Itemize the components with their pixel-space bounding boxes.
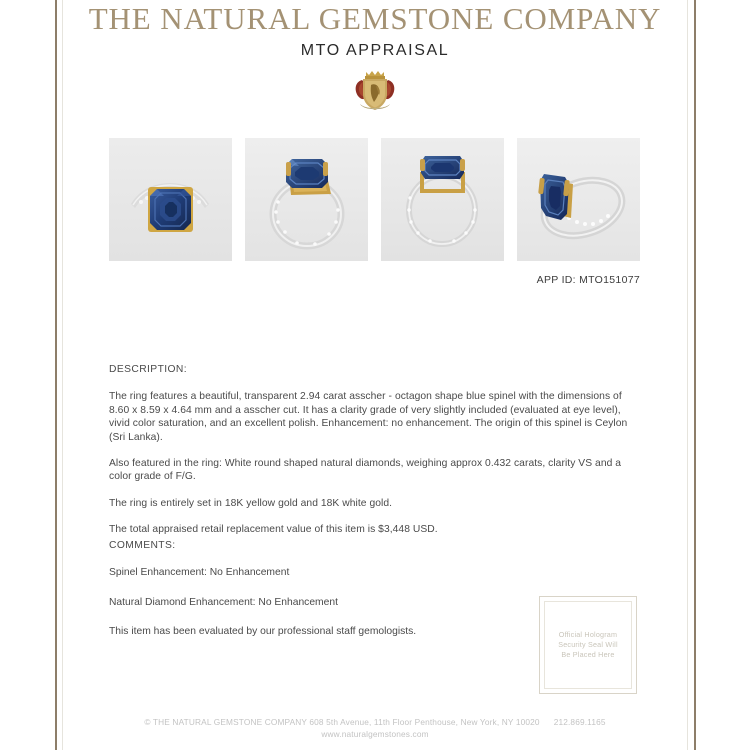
footer-address-row	[70, 716, 680, 728]
footer-website: www.naturalgemstones.com	[321, 729, 429, 739]
description-paragraph-2: Also featured in the ring: White round shaped natural diamonds, weighing approx 0.432 carats, clarity VS and a color grade of F/G.	[109, 458, 622, 483]
page-border-left-gold	[55, 0, 57, 750]
footer-phone: 212.869.1165	[553, 717, 606, 727]
page-border-right-gold	[694, 0, 696, 750]
hologram-seal-inner-border	[544, 601, 632, 689]
product-photo-strip	[109, 138, 640, 261]
comment-line-2: Natural Diamond Enhancement: No Enhancement	[109, 596, 338, 608]
description-paragraph-3: The ring is entirely set in 18K yellow gold and 18K white gold.	[109, 497, 393, 509]
page-footer	[70, 716, 680, 740]
document-title: MTO APPRAISAL	[300, 42, 450, 59]
description-paragraph-1: The ring features a beautiful, transparent 2.94 carat asscher - octagon shape blue spinel with the dimensions of 8.60 x 8.59 x 4.64 mm and a asscher cut. It has a clarity grade of very slightly included (evaluated at eye level), vivid color saturation, and an excellent polish. Enhancement: no enhancement. The origin of this spinel is Ceylon (Sri Lanka).	[109, 391, 628, 443]
company-name: THE NATURAL GEMSTONE COMPANY	[88, 1, 662, 36]
ring-front-view-icon	[381, 138, 504, 261]
hologram-seal-line-1: Official Hologram	[558, 630, 618, 639]
ring-angled-view-icon	[245, 138, 368, 261]
comment-line-3: This item has been evaluated by our professional staff gemologists.	[109, 626, 417, 638]
app-id-label: APP ID: MTO151077	[536, 274, 640, 286]
masthead	[70, 2, 680, 60]
comment-line-1: Spinel Enhancement: No Enhancement	[109, 567, 290, 579]
hologram-seal-line-3: Be Placed Here	[561, 650, 615, 659]
hologram-seal-placeholder	[539, 596, 637, 694]
page-border-right-faint	[687, 0, 688, 750]
heraldic-crest-icon	[352, 66, 398, 114]
comments-section	[109, 539, 579, 639]
ring-top-view-icon	[109, 138, 232, 261]
description-paragraph-4: The total appraised retail replacement value of this item is $3,448 USD.	[109, 524, 438, 536]
description-section	[109, 363, 641, 550]
ring-side-view-icon	[517, 138, 640, 261]
hologram-seal-line-2: Security Seal Will	[558, 640, 618, 649]
comments-label: COMMENTS:	[109, 540, 176, 551]
footer-address: © THE NATURAL GEMSTONE COMPANY 608 5th Avenue, 11th Floor Penthouse, New York, NY 10020	[144, 717, 540, 727]
hologram-seal-text	[552, 630, 624, 660]
page-border-left-faint	[62, 0, 63, 750]
description-label: DESCRIPTION:	[109, 364, 188, 375]
